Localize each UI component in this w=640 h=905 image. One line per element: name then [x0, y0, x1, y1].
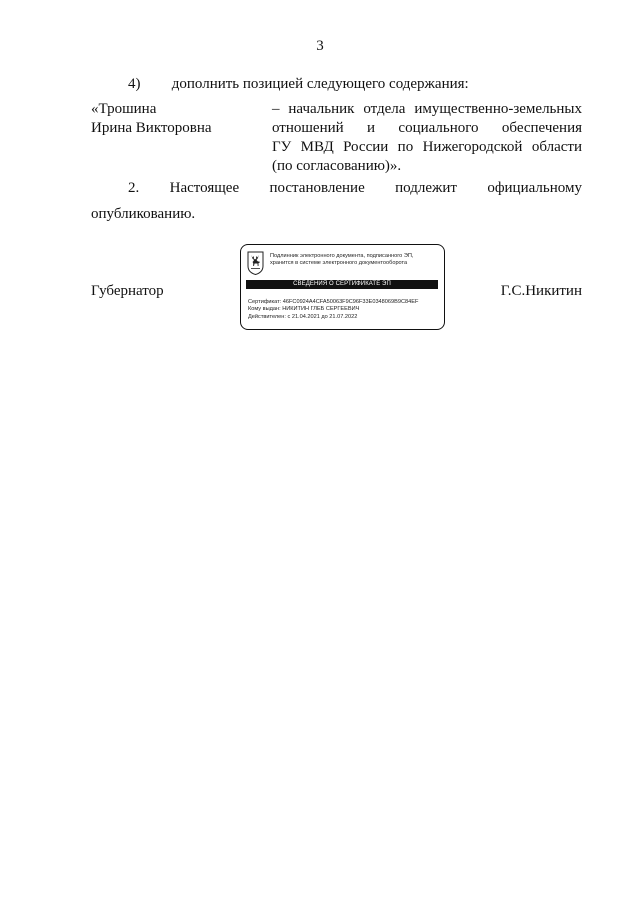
paragraph-2-second-line: опубликованию.	[91, 206, 196, 222]
person-name	[91, 100, 261, 138]
stamp-header-line-1: Подлинник электронного документа, подписанного ЭП,	[270, 253, 414, 259]
nizhny-novgorod-deer-emblem-icon	[247, 251, 264, 275]
paragraph-2-word-4: официальному	[487, 180, 582, 196]
paragraph-2-number: 2.	[128, 180, 140, 196]
paragraph-2-word-2: постановление	[269, 180, 365, 196]
item-4-number: 4)	[128, 76, 141, 92]
person-position-line-3: ГУ МВД России по Нижегородской области	[272, 139, 582, 155]
stamp-title-bar: СВЕДЕНИЯ О СЕРТИФИКАТЕ ЭП	[246, 280, 438, 289]
electronic-signature-stamp	[240, 244, 445, 330]
paragraph-2-word-1: Настоящее	[169, 180, 240, 196]
person-position-line-1: – начальник отдела имущественно-земельных	[272, 101, 582, 117]
person-position	[272, 100, 582, 176]
page-number: 3	[316, 38, 324, 54]
stamp-certificate: Сертификат: 46FC0924A4CFA50063F9C96F33E0348069B9C84EF	[248, 299, 419, 305]
stamp-header	[270, 253, 442, 267]
paragraph-2-word-3: подлежит	[395, 180, 457, 196]
person-position-line-4: (по согласованию)».	[272, 158, 402, 174]
stamp-details	[248, 299, 440, 321]
signature-name: Г.С.Никитин	[500, 283, 582, 299]
person-name-line-2: Ирина Викторовна	[91, 120, 212, 136]
paragraph-2	[91, 180, 582, 223]
stamp-validity: Действителен: с 21.04.2021 до 21.07.2022	[248, 313, 358, 320]
person-position-line-2: отношений и социального обеспечения	[272, 120, 582, 136]
person-name-line-1: «Трошина	[91, 101, 157, 117]
signature-role: Губернатор	[91, 283, 164, 299]
item-4-line	[128, 76, 469, 93]
paragraph-2-first-line	[91, 180, 582, 200]
item-4-text: дополнить позицией следующего содержания:	[171, 76, 469, 92]
stamp-issued-to: Кому выдан: НИКИТИН ГЛЕБ СЕРГЕЕВИЧ	[248, 306, 360, 313]
stamp-header-line-2: хранится в системе электронного документооборота	[270, 260, 408, 266]
